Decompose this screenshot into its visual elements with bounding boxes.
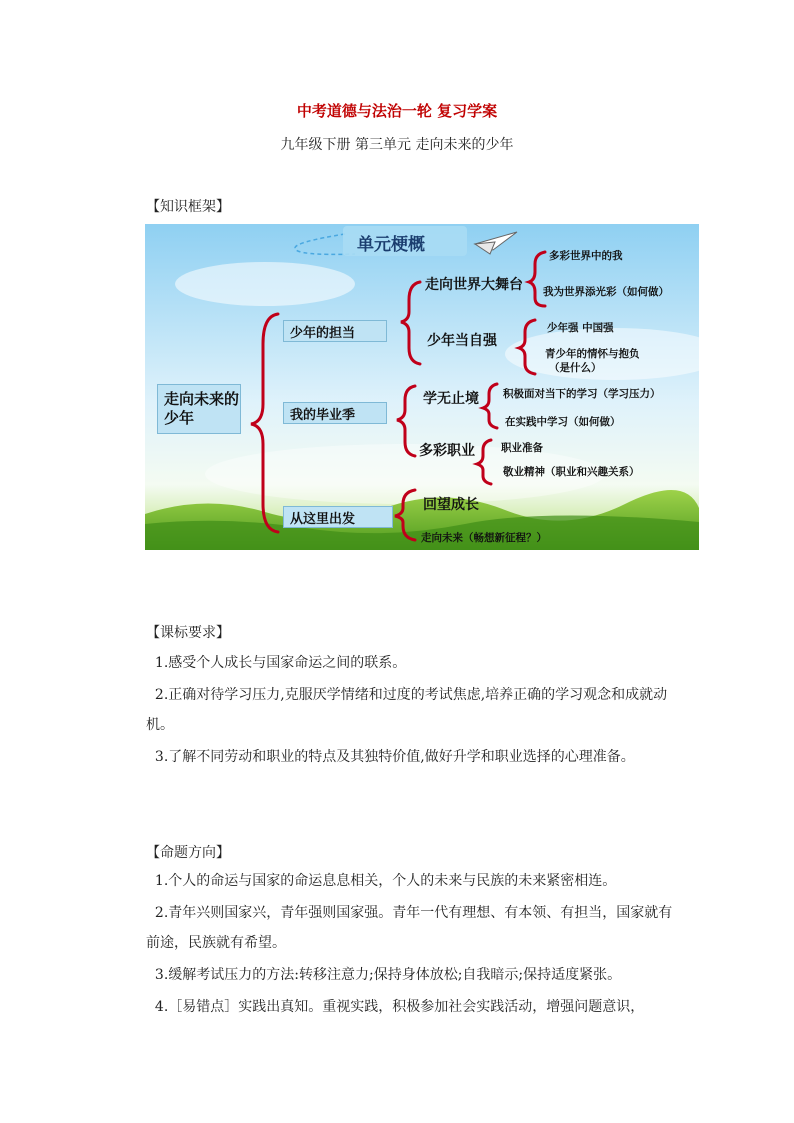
standards-heading: 【课标要求】 — [146, 625, 230, 641]
node-label: 学无止境 — [423, 391, 479, 407]
direction-item — [146, 992, 686, 1022]
standards-item — [146, 742, 686, 772]
branch-box-2: 我的毕业季 — [283, 402, 387, 424]
framework-heading: 【知识框架】 — [146, 199, 230, 215]
leaf-label: （是什么） — [549, 362, 602, 374]
leaf-label: 多彩世界中的我 — [549, 250, 623, 262]
node-label: 走向世界大舞台 — [425, 277, 523, 293]
node-label: 多彩职业 — [419, 443, 475, 459]
knowledge-framework-diagram — [145, 224, 699, 550]
leaf-label: 我为世界添光彩（如何做） — [543, 286, 669, 298]
standards-item-text: 3.了解不同劳动和职业的特点及其独特价值,做好升学和职业选择的心理准备。 — [154, 749, 635, 765]
direction-item — [146, 898, 686, 958]
node-label: 回望成长 — [423, 497, 479, 513]
root-box: 走向未来的少年 — [157, 384, 241, 434]
node-label: 走向未来（畅想新征程？） — [421, 532, 547, 544]
node-label: 少年当自强 — [427, 333, 497, 349]
page-subtitle: 九年级下册 第三单元 走向未来的少年 — [280, 137, 514, 153]
direction-item-text: 2.青年兴则国家兴，青年强则国家强。青年一代有理想、有本领、有担当，国家就有前途，民族就有希望。 — [146, 905, 673, 951]
standards-item-text: 1.感受个人成长与国家命运之间的联系。 — [154, 655, 407, 671]
direction-heading: 【命题方向】 — [146, 845, 230, 861]
banner-title: 单元梗概 — [357, 235, 425, 255]
leaf-label: 青少年的情怀与抱负 — [545, 348, 640, 360]
branch-box-1: 少年的担当 — [283, 320, 387, 342]
direction-item-text: 3.缓解考试压力的方法:转移注意力;保持身体放松;自我暗示;保持适度紧张。 — [154, 967, 622, 983]
direction-item-text: 1.个人的命运与国家的命运息息相关，个人的未来与民族的未来紧密相连。 — [154, 873, 617, 889]
leaf-label: 职业准备 — [501, 442, 543, 454]
direction-item — [146, 866, 686, 896]
direction-item-text: 4.［易错点］实践出真知。重视实践，积极参加社会实践活动，增强问题意识， — [154, 999, 645, 1015]
leaf-label: 积极面对当下的学习（学习压力） — [503, 388, 661, 400]
direction-item — [146, 960, 686, 990]
standards-item — [146, 680, 686, 740]
leaf-label: 少年强 中国强 — [547, 322, 614, 334]
leaf-label: 敬业精神（职业和兴趣关系） — [503, 466, 640, 478]
standards-item — [146, 648, 686, 678]
leaf-label: 在实践中学习（如何做） — [505, 416, 621, 428]
branch-box-3: 从这里出发 — [283, 506, 393, 528]
page-title: 中考道德与法治一轮 复习学案 — [296, 102, 498, 120]
standards-item-text: 2.正确对待学习压力,克服厌学情绪和过度的考试焦虑,培养正确的学习观念和成就动机。 — [146, 687, 668, 733]
